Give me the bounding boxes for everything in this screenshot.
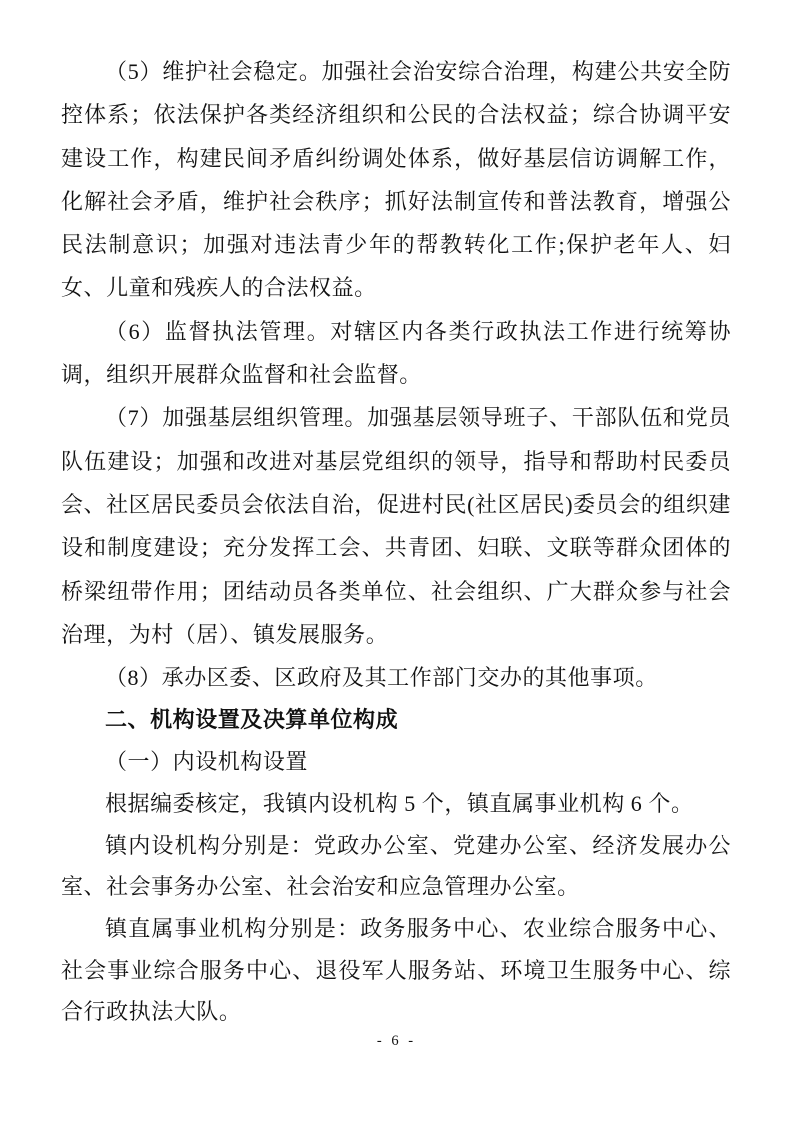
- paragraph-duty-7: （7）加强基层组织管理。加强基层领导班子、干部队伍和党员队伍建设；加强和改进对基层党组织的领导，指导和帮助村民委员会、社区居民委员会依法自治，促进村民(社区居民)委员会的组织建设和制度建设；充分发挥工会、共青团、妇联、文联等群众团体的桥梁纽带作用；团结动员各类单位、社会组织、广大群众参与社会治理，为村（居）、镇发展服务。: [61, 405, 731, 647]
- paragraph-duty-6: （6）监督执法管理。对辖区内各类行政执法工作进行统筹协调，组织开展群众监督和社会监督。: [61, 318, 731, 388]
- paragraph-public-institution-list: 镇直属事业机构分别是：政务服务中心、农业综合服务中心、社会事业综合服务中心、退役军人服务站、环境卫生服务中心、综合行政执法大队。: [61, 915, 731, 1025]
- paragraph-duty-8: （8）承办区委、区政府及其工作部门交办的其他事项。: [105, 665, 658, 691]
- page-number: - 6 -: [376, 1033, 417, 1049]
- paragraph-duty-5: （5）维护社会稳定。加强社会治安综合治理，构建公共安全防控体系；依法保护各类经济组织和公民的合法权益；综合协调平安建设工作，构建民间矛盾纠纷调处体系，做好基层信访调解工作，化解社会矛盾，维护社会秩序；抓好法制宣传和普法教育，增强公民法制意识；加强对违法青少年的帮教转化工作;保护老年人、妇女、儿童和残疾人的合法权益。: [61, 59, 731, 301]
- paragraph-org-counts: 根据编委核定，我镇内设机构 5 个，镇直属事业机构 6 个。: [105, 790, 694, 816]
- paragraph-internal-org-list: 镇内设机构分别是：党政办公室、党建办公室、经济发展办公室、社会事务办公室、社会治安和应急管理办公室。: [61, 832, 731, 900]
- page-content: [61, 50, 731, 1033]
- subsection-heading-internal-org: （一）内设机构设置: [105, 749, 308, 775]
- section-heading-organization: 二、机构设置及决算单位构成: [105, 707, 399, 733]
